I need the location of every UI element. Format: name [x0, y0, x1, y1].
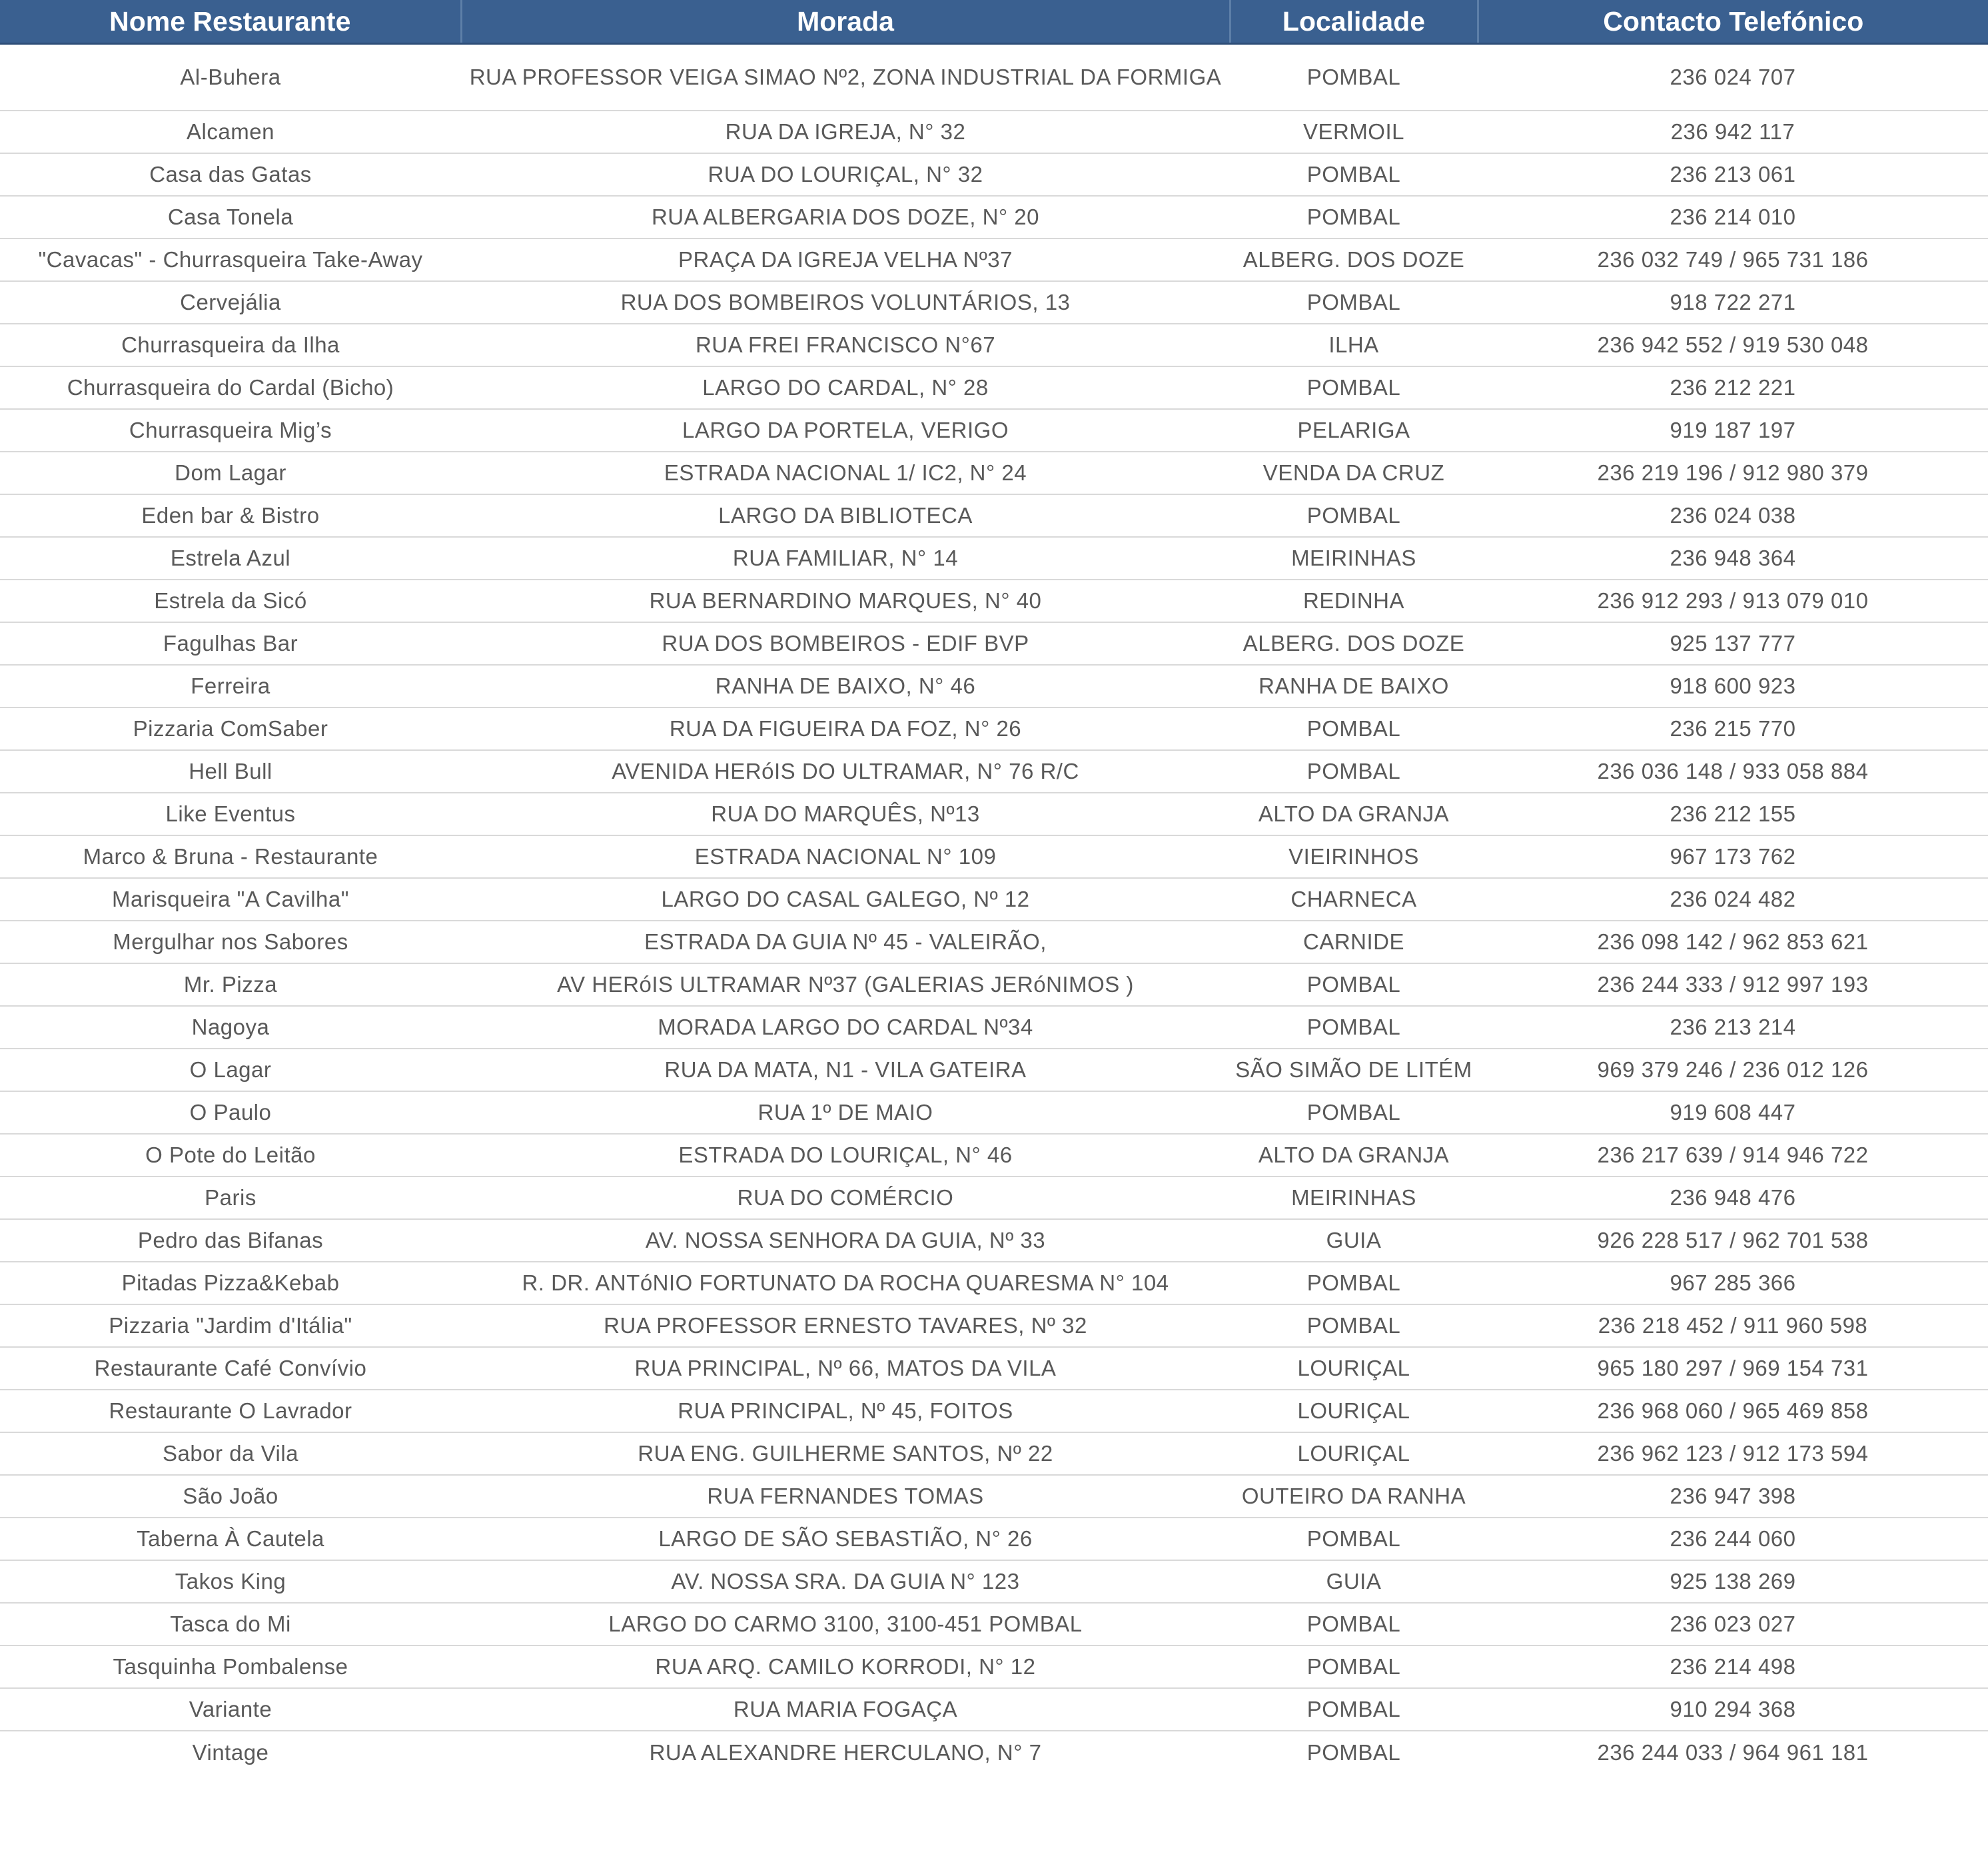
- table-row: [0, 366, 1988, 409]
- cell-phone: 236 948 364: [1478, 537, 1988, 580]
- cell-locality: POMBAL: [1230, 1645, 1478, 1688]
- cell-address: RUA BERNARDINO MARQUES, N° 40: [461, 580, 1230, 622]
- cell-name: Pizzaria ComSaber: [0, 707, 461, 750]
- table-row: [0, 580, 1988, 622]
- cell-address: RANHA DE BAIXO, N° 46: [461, 665, 1230, 707]
- table-row: [0, 707, 1988, 750]
- table-row: [0, 1688, 1988, 1731]
- cell-address: RUA DO COMÉRCIO: [461, 1176, 1230, 1219]
- cell-locality: POMBAL: [1230, 196, 1478, 238]
- cell-name: Restaurante O Lavrador: [0, 1390, 461, 1432]
- header-phone: Contacto Telefónico: [1478, 0, 1988, 44]
- cell-name: O Lagar: [0, 1049, 461, 1091]
- table-row: [0, 1091, 1988, 1134]
- cell-locality: POMBAL: [1230, 44, 1478, 111]
- cell-locality: POMBAL: [1230, 1262, 1478, 1304]
- cell-phone: 965 180 297 / 969 154 731: [1478, 1347, 1988, 1390]
- cell-name: Al-Buhera: [0, 44, 461, 111]
- table-row: [0, 750, 1988, 793]
- cell-address: LARGO DA PORTELA, VERIGO: [461, 409, 1230, 452]
- cell-phone: 236 214 498: [1478, 1645, 1988, 1688]
- cell-name: Estrela Azul: [0, 537, 461, 580]
- cell-phone: 236 962 123 / 912 173 594: [1478, 1432, 1988, 1475]
- table-body: [0, 44, 1988, 1775]
- cell-phone: 236 912 293 / 913 079 010: [1478, 580, 1988, 622]
- cell-name: Hell Bull: [0, 750, 461, 793]
- cell-phone: 926 228 517 / 962 701 538: [1478, 1219, 1988, 1262]
- cell-address: RUA DO LOURIÇAL, N° 32: [461, 153, 1230, 196]
- cell-phone: 236 036 148 / 933 058 884: [1478, 750, 1988, 793]
- cell-locality: ALTO DA GRANJA: [1230, 793, 1478, 835]
- table-row: [0, 1347, 1988, 1390]
- cell-locality: ALBERG. DOS DOZE: [1230, 622, 1478, 665]
- cell-name: Mergulhar nos Sabores: [0, 921, 461, 963]
- cell-name: Vintage: [192, 1740, 269, 1765]
- cell-locality: VENDA DA CRUZ: [1230, 452, 1478, 494]
- cell-name: Variante: [0, 1688, 461, 1731]
- table-row: [0, 1603, 1988, 1645]
- cell-address: ESTRADA DO LOURIÇAL, N° 46: [461, 1134, 1230, 1176]
- table-row: [0, 878, 1988, 921]
- cell-phone: 236 024 038: [1478, 494, 1988, 537]
- cell-locality: REDINHA: [1230, 580, 1478, 622]
- cell-phone: 236 023 027: [1478, 1603, 1988, 1645]
- table-row: [0, 793, 1988, 835]
- cell-name: Pitadas Pizza&Kebab: [0, 1262, 461, 1304]
- table-row: [0, 452, 1988, 494]
- cell-phone: 236 214 010: [1478, 196, 1988, 238]
- cell-locality: POMBAL: [1306, 1740, 1401, 1765]
- cell-phone: 236 942 117: [1478, 111, 1988, 153]
- cell-address: LARGO DE SÃO SEBASTIÃO, N° 26: [461, 1518, 1230, 1560]
- cell-locality: MEIRINHAS: [1230, 1176, 1478, 1219]
- table-row: [0, 1049, 1988, 1091]
- cell-name: O Paulo: [0, 1091, 461, 1134]
- cell-locality: RANHA DE BAIXO: [1230, 665, 1478, 707]
- cell-address: RUA ENG. GUILHERME SANTOS, Nº 22: [461, 1432, 1230, 1475]
- cell-phone: 967 173 762: [1478, 835, 1988, 878]
- cell-address: AV HERóIS ULTRAMAR Nº37 (GALERIAS JERóNIMOS ): [461, 963, 1230, 1006]
- table-row: [0, 324, 1988, 366]
- cell-name: Alcamen: [0, 111, 461, 153]
- cell-locality: POMBAL: [1230, 1304, 1478, 1347]
- cell-name: Estrela da Sicó: [0, 580, 461, 622]
- table-row: [0, 1560, 1988, 1603]
- table-row: [0, 835, 1988, 878]
- cell-locality: GUIA: [1230, 1219, 1478, 1262]
- cell-locality: POMBAL: [1230, 281, 1478, 324]
- cell-address: LARGO DA BIBLIOTECA: [461, 494, 1230, 537]
- cell-address: ESTRADA NACIONAL N° 109: [461, 835, 1230, 878]
- cell-name: Ferreira: [0, 665, 461, 707]
- cell-locality: POMBAL: [1230, 707, 1478, 750]
- cell-locality: ILHA: [1230, 324, 1478, 366]
- cell-phone: 236 942 552 / 919 530 048: [1478, 324, 1988, 366]
- cell-phone: 236 947 398: [1478, 1475, 1988, 1518]
- cell-name: Tasquinha Pombalense: [0, 1645, 461, 1688]
- cell-name: Tasca do Mi: [0, 1603, 461, 1645]
- table-row: [0, 1219, 1988, 1262]
- table-row: [0, 409, 1988, 452]
- cell-name: Eden bar & Bistro: [0, 494, 461, 537]
- cell-phone: 236 215 770: [1478, 707, 1988, 750]
- cell-locality: POMBAL: [1230, 750, 1478, 793]
- cell-address: RUA PRINCIPAL, Nº 66, MATOS DA VILA: [461, 1347, 1230, 1390]
- table-header: [0, 0, 1988, 44]
- cell-locality: LOURIÇAL: [1230, 1432, 1478, 1475]
- cell-phone: 967 285 366: [1478, 1262, 1988, 1304]
- cell-address: ESTRADA DA GUIA Nº 45 - VALEIRÃO,: [461, 921, 1230, 963]
- cell-phone: 925 138 269: [1478, 1560, 1988, 1603]
- cell-address: LARGO DO CARDAL, N° 28: [461, 366, 1230, 409]
- table-row: [0, 665, 1988, 707]
- table-row: [0, 1006, 1988, 1049]
- cell-address: PRAÇA DA IGREJA VELHA Nº37: [461, 238, 1230, 281]
- cell-name: Takos King: [0, 1560, 461, 1603]
- cell-phone: 236 244 033 / 964 961 181: [1597, 1740, 1869, 1765]
- cell-phone: 236 948 476: [1478, 1176, 1988, 1219]
- table-row: [0, 153, 1988, 196]
- cell-locality: MEIRINHAS: [1230, 537, 1478, 580]
- cell-name: Nagoya: [0, 1006, 461, 1049]
- cell-locality: ALTO DA GRANJA: [1230, 1134, 1478, 1176]
- cell-locality: PELARIGA: [1230, 409, 1478, 452]
- cell-address: RUA ALBERGARIA DOS DOZE, N° 20: [461, 196, 1230, 238]
- cell-locality: LOURIÇAL: [1230, 1390, 1478, 1432]
- table-row: [0, 494, 1988, 537]
- table-row: [0, 44, 1988, 111]
- cell-name: Like Eventus: [0, 793, 461, 835]
- cell-address: RUA MARIA FOGAÇA: [461, 1688, 1230, 1731]
- cell-address: AV. NOSSA SRA. DA GUIA N° 123: [461, 1560, 1230, 1603]
- cell-phone: 918 722 271: [1478, 281, 1988, 324]
- cell-name: Fagulhas Bar: [0, 622, 461, 665]
- cell-name: Paris: [0, 1176, 461, 1219]
- cell-address: RUA DOS BOMBEIROS - EDIF BVP: [461, 622, 1230, 665]
- cell-phone: 236 968 060 / 965 469 858: [1478, 1390, 1988, 1432]
- cell-phone: 236 024 707: [1478, 44, 1988, 111]
- cell-phone: 918 600 923: [1478, 665, 1988, 707]
- cell-name: Churrasqueira Mig’s: [0, 409, 461, 452]
- table-row: [0, 196, 1988, 238]
- cell-locality: POMBAL: [1230, 1688, 1478, 1731]
- cell-locality: CHARNECA: [1230, 878, 1478, 921]
- cell-phone: 925 137 777: [1478, 622, 1988, 665]
- cell-name: Pedro das Bifanas: [0, 1219, 461, 1262]
- header-address: Morada: [461, 0, 1230, 44]
- cell-name: "Cavacas" - Churrasqueira Take-Away: [0, 238, 461, 281]
- cell-phone: 919 608 447: [1478, 1091, 1988, 1134]
- cell-locality: LOURIÇAL: [1230, 1347, 1478, 1390]
- cell-phone: 236 098 142 / 962 853 621: [1478, 921, 1988, 963]
- cell-phone: 910 294 368: [1478, 1688, 1988, 1731]
- table-row: [0, 921, 1988, 963]
- cell-name: Churrasqueira da Ilha: [0, 324, 461, 366]
- cell-address: RUA DO MARQUÊS, Nº13: [461, 793, 1230, 835]
- cell-address: ESTRADA NACIONAL 1/ IC2, N° 24: [461, 452, 1230, 494]
- cell-address: RUA ALEXANDRE HERCULANO, N° 7: [649, 1740, 1042, 1765]
- cell-phone: 969 379 246 / 236 012 126: [1478, 1049, 1988, 1091]
- table-row: [0, 1134, 1988, 1176]
- table-row: [0, 1475, 1988, 1518]
- table-row: [0, 111, 1988, 153]
- cell-locality: POMBAL: [1230, 366, 1478, 409]
- cell-locality: POMBAL: [1230, 1091, 1478, 1134]
- cell-name: Restaurante Café Convívio: [0, 1347, 461, 1390]
- cell-address: RUA ARQ. CAMILO KORRODI, N° 12: [461, 1645, 1230, 1688]
- cell-address: RUA PROFESSOR VEIGA SIMAO Nº2, ZONA INDUSTRIAL DA FORMIGA: [461, 44, 1230, 111]
- header-name: Nome Restaurante: [0, 0, 461, 44]
- cell-name: Sabor da Vila: [0, 1432, 461, 1475]
- cell-name: Mr. Pizza: [0, 963, 461, 1006]
- cell-address: RUA 1º DE MAIO: [461, 1091, 1230, 1134]
- cell-locality: SÃO SIMÃO DE LITÉM: [1230, 1049, 1478, 1091]
- cell-locality: GUIA: [1230, 1560, 1478, 1603]
- cell-phone: 236 218 452 / 911 960 598: [1478, 1304, 1988, 1347]
- cell-phone: 236 213 214: [1478, 1006, 1988, 1049]
- table-row: [0, 281, 1988, 324]
- cell-address: RUA DA MATA, N1 - VILA GATEIRA: [461, 1049, 1230, 1091]
- cell-phone: 236 024 482: [1478, 878, 1988, 921]
- cell-address: RUA PROFESSOR ERNESTO TAVARES, Nº 32: [461, 1304, 1230, 1347]
- table-row: [0, 1731, 1988, 1774]
- cell-name: Casa das Gatas: [0, 153, 461, 196]
- cell-locality: POMBAL: [1230, 1006, 1478, 1049]
- cell-locality: ALBERG. DOS DOZE: [1230, 238, 1478, 281]
- cell-name: O Pote do Leitão: [0, 1134, 461, 1176]
- cell-name: Churrasqueira do Cardal (Bicho): [0, 366, 461, 409]
- cell-address: RUA FERNANDES TOMAS: [461, 1475, 1230, 1518]
- cell-phone: 236 244 060: [1478, 1518, 1988, 1560]
- cell-name: Marco & Bruna - Restaurante: [0, 835, 461, 878]
- table-row: [0, 1432, 1988, 1475]
- table-row: [0, 963, 1988, 1006]
- cell-address: RUA PRINCIPAL, Nº 45, FOITOS: [461, 1390, 1230, 1432]
- cell-locality: POMBAL: [1230, 494, 1478, 537]
- cell-locality: CARNIDE: [1230, 921, 1478, 963]
- cell-address: R. DR. ANTóNIO FORTUNATO DA ROCHA QUARESMA N° 104: [461, 1262, 1230, 1304]
- header-locality: Localidade: [1230, 0, 1478, 44]
- cell-name: Marisqueira "A Cavilha": [0, 878, 461, 921]
- cell-name: Cervejália: [0, 281, 461, 324]
- cell-address: MORADA LARGO DO CARDAL Nº34: [461, 1006, 1230, 1049]
- cell-address: AV. NOSSA SENHORA DA GUIA, Nº 33: [461, 1219, 1230, 1262]
- cell-phone: 236 217 639 / 914 946 722: [1478, 1134, 1988, 1176]
- cell-address: LARGO DO CASAL GALEGO, Nº 12: [461, 878, 1230, 921]
- cell-phone: 919 187 197: [1478, 409, 1988, 452]
- table-row: [0, 1304, 1988, 1347]
- cell-name: Pizzaria "Jardim d'Itália": [0, 1304, 461, 1347]
- cell-address: RUA DOS BOMBEIROS VOLUNTÁRIOS, 13: [461, 281, 1230, 324]
- header-row: [0, 0, 1988, 44]
- cell-address: AVENIDA HERóIS DO ULTRAMAR, N° 76 R/C: [461, 750, 1230, 793]
- table-row: [0, 1262, 1988, 1304]
- cell-phone: 236 219 196 / 912 980 379: [1478, 452, 1988, 494]
- cell-name: São João: [0, 1475, 461, 1518]
- cell-phone: 236 212 155: [1478, 793, 1988, 835]
- table-row: [0, 1518, 1988, 1560]
- cell-locality: VIEIRINHOS: [1230, 835, 1478, 878]
- cell-address: RUA DA IGREJA, N° 32: [461, 111, 1230, 153]
- cell-address: RUA DA FIGUEIRA DA FOZ, N° 26: [461, 707, 1230, 750]
- cell-phone: 236 212 221: [1478, 366, 1988, 409]
- table-row: [0, 238, 1988, 281]
- cell-locality: OUTEIRO DA RANHA: [1230, 1475, 1478, 1518]
- cell-locality: POMBAL: [1230, 963, 1478, 1006]
- table-row: [0, 1645, 1988, 1688]
- table-row: [0, 622, 1988, 665]
- cell-name: Casa Tonela: [0, 196, 461, 238]
- cell-phone: 236 244 333 / 912 997 193: [1478, 963, 1988, 1006]
- cell-locality: POMBAL: [1230, 1518, 1478, 1560]
- table-row: [0, 1176, 1988, 1219]
- cell-locality: POMBAL: [1230, 1603, 1478, 1645]
- cell-phone: 236 213 061: [1478, 153, 1988, 196]
- cell-address: RUA FAMILIAR, N° 14: [461, 537, 1230, 580]
- cell-phone: 236 032 749 / 965 731 186: [1478, 238, 1988, 281]
- cell-address: RUA FREI FRANCISCO N°67: [461, 324, 1230, 366]
- table-row: [0, 1390, 1988, 1432]
- cell-name: Dom Lagar: [0, 452, 461, 494]
- cell-name: Taberna À Cautela: [0, 1518, 461, 1560]
- cell-locality: POMBAL: [1230, 153, 1478, 196]
- cell-locality: VERMOIL: [1230, 111, 1478, 153]
- table-row: [0, 537, 1988, 580]
- cell-address: LARGO DO CARMO 3100, 3100-451 POMBAL: [461, 1603, 1230, 1645]
